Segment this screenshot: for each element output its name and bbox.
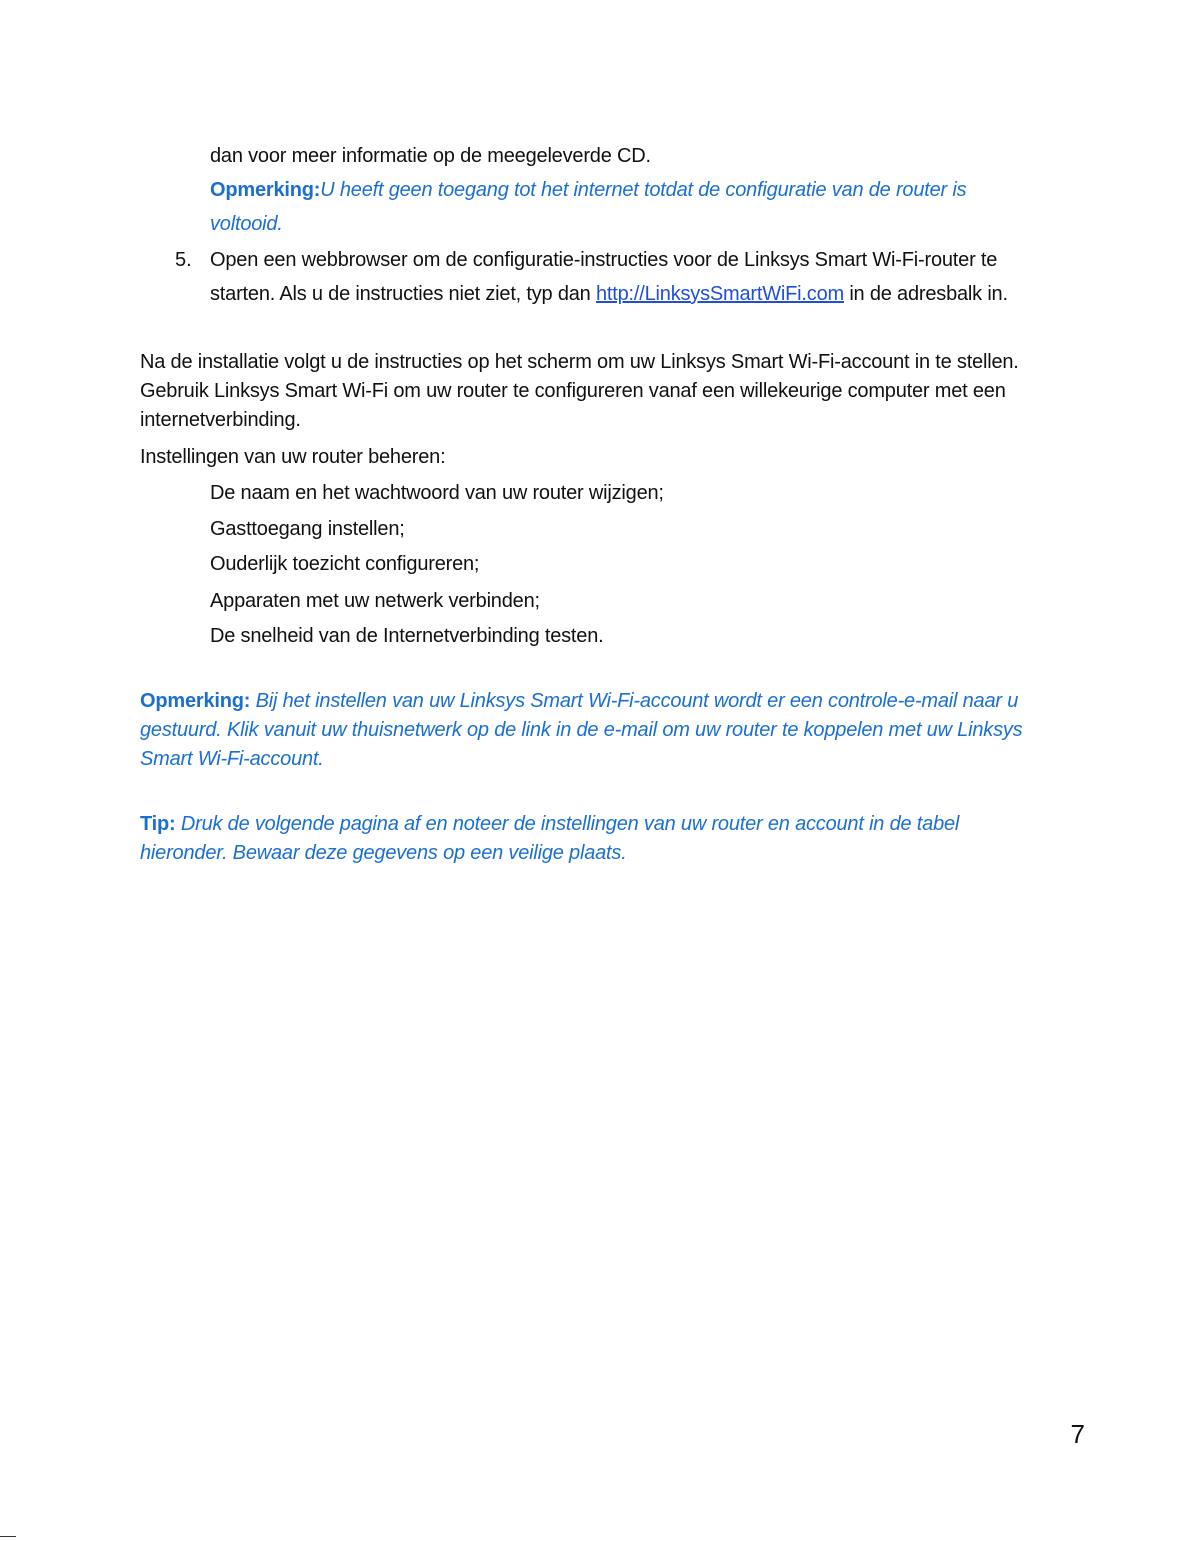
corner-divider <box>0 1536 16 1537</box>
settings-item: Gasttoegang instellen; <box>210 518 405 540</box>
note-1-line-2 <box>210 210 283 239</box>
note-2-label: Opmerking: <box>140 690 251 712</box>
note-2-body-line-2: gestuurd. Klik vanuit uw thuisnetwerk op de link in de e-mail om uw router te koppelen met uw Linksys <box>140 719 1023 741</box>
paragraph-line-3: internetverbinding. <box>140 409 301 431</box>
note-1-line-1 <box>210 176 966 205</box>
tip-label: Tip: <box>140 813 176 835</box>
note-2-line-1 <box>140 687 1018 716</box>
settings-item: De naam en het wachtwoord van uw router wijzigen; <box>210 482 664 504</box>
page-number: 7 <box>1070 1419 1085 1449</box>
settings-item: De snelheid van de Internetverbinding testen. <box>210 625 604 647</box>
step-5-line-2-prefix: starten. Als u de instructies niet ziet, typ dan <box>210 283 591 305</box>
intro-line: dan voor meer informatie op de meegeleverde CD. <box>210 145 651 167</box>
step-5-number: 5. <box>175 249 192 271</box>
note-1-label: Opmerking: <box>210 179 321 201</box>
settings-item: Ouderlijk toezicht configureren; <box>210 553 480 575</box>
note-2-line-3 <box>140 745 324 774</box>
settings-heading: Instellingen van uw router beheren: <box>140 446 446 468</box>
step-5-line-1: Open een webbrowser om de configuratie-instructies voor de Linksys Smart Wi-Fi-router te <box>210 249 998 271</box>
tip-line-1 <box>140 810 959 839</box>
note-2-body-line-3: Smart Wi-Fi-account. <box>140 748 324 770</box>
tip-body-line-1: Druk de volgende pagina af en noteer de instellingen van uw router en account in de tabel <box>180 813 960 835</box>
note-2-body-line-1: Bij het instellen van uw Linksys Smart Wi-Fi-account wordt er een controle-e-mail naar u <box>255 690 1019 712</box>
settings-item: Apparaten met uw netwerk verbinden; <box>210 590 540 612</box>
step-5-line-2 <box>210 280 1008 309</box>
paragraph-line-1: Na de installatie volgt u de instructies op het scherm om uw Linksys Smart Wi-Fi-account in te stellen. <box>140 351 1019 373</box>
note-1-body-line-1: U heeft geen toegang tot het internet totdat de configuratie van de router is <box>320 179 967 201</box>
note-2-line-2 <box>140 716 1022 745</box>
step-5-line-2-suffix: in de adresbalk in. <box>849 283 1008 305</box>
tip-body-line-2: hieronder. Bewaar deze gegevens op een veilige plaats. <box>140 842 627 864</box>
linksys-smart-wifi-link[interactable]: http://LinksysSmartWiFi.com <box>595 283 844 305</box>
tip-line-2 <box>140 839 627 868</box>
paragraph-line-2: Gebruik Linksys Smart Wi-Fi om uw router te configureren vanaf een willekeurige computer met een <box>140 380 1006 402</box>
note-1-body-line-2: voltooid. <box>210 213 283 235</box>
